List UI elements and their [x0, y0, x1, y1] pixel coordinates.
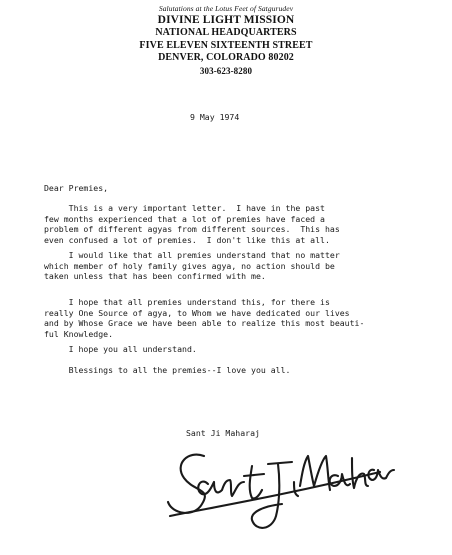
letter-greeting: Dear Premies, [44, 183, 109, 193]
office-name: NATIONAL HEADQUARTERS [155, 27, 297, 38]
street-address: FIVE ELEVEN SIXTEENTH STREET [139, 39, 313, 51]
organization-name: DIVINE LIGHT MISSION [157, 14, 295, 26]
letter-paragraph-2: I would like that all premies understand that no matter which member of holy family gives agya, no action should be taken unless that has been confirmed with me. [44, 250, 340, 282]
letter-paragraph-1: This is a very important letter. I have in the past few months experienced that a lot of premies have faced a problem of different agyas from different sources. This has even confused a lot of premies. I don't like this at all. [44, 203, 340, 245]
handwritten-signature [160, 420, 400, 540]
city-address: DENVER, COLORADO 80202 [158, 52, 294, 64]
phone-number: 303-623-8280 [199, 65, 253, 76]
letter-paragraph-5: Blessings to all the premies--I love you all. [44, 365, 291, 375]
letterhead-salutation: Salutations at the Lotus Feet of Satgurudev [158, 4, 294, 13]
typed-signatory-name: Sant Ji Maharaj [186, 428, 260, 438]
signature-strokes [168, 455, 394, 528]
letter-paragraph-4: I hope you all understand. [44, 344, 197, 354]
letter-paragraph-3: I hope that all premies understand this, for there is really One Source of agya, to Whom we have dedicated our lives and by Whose Grace we have been able to realize this most beauti- ful Knowledge. [44, 297, 365, 339]
letterhead [0, 4, 452, 77]
letter-date: 9 May 1974 [190, 112, 240, 122]
